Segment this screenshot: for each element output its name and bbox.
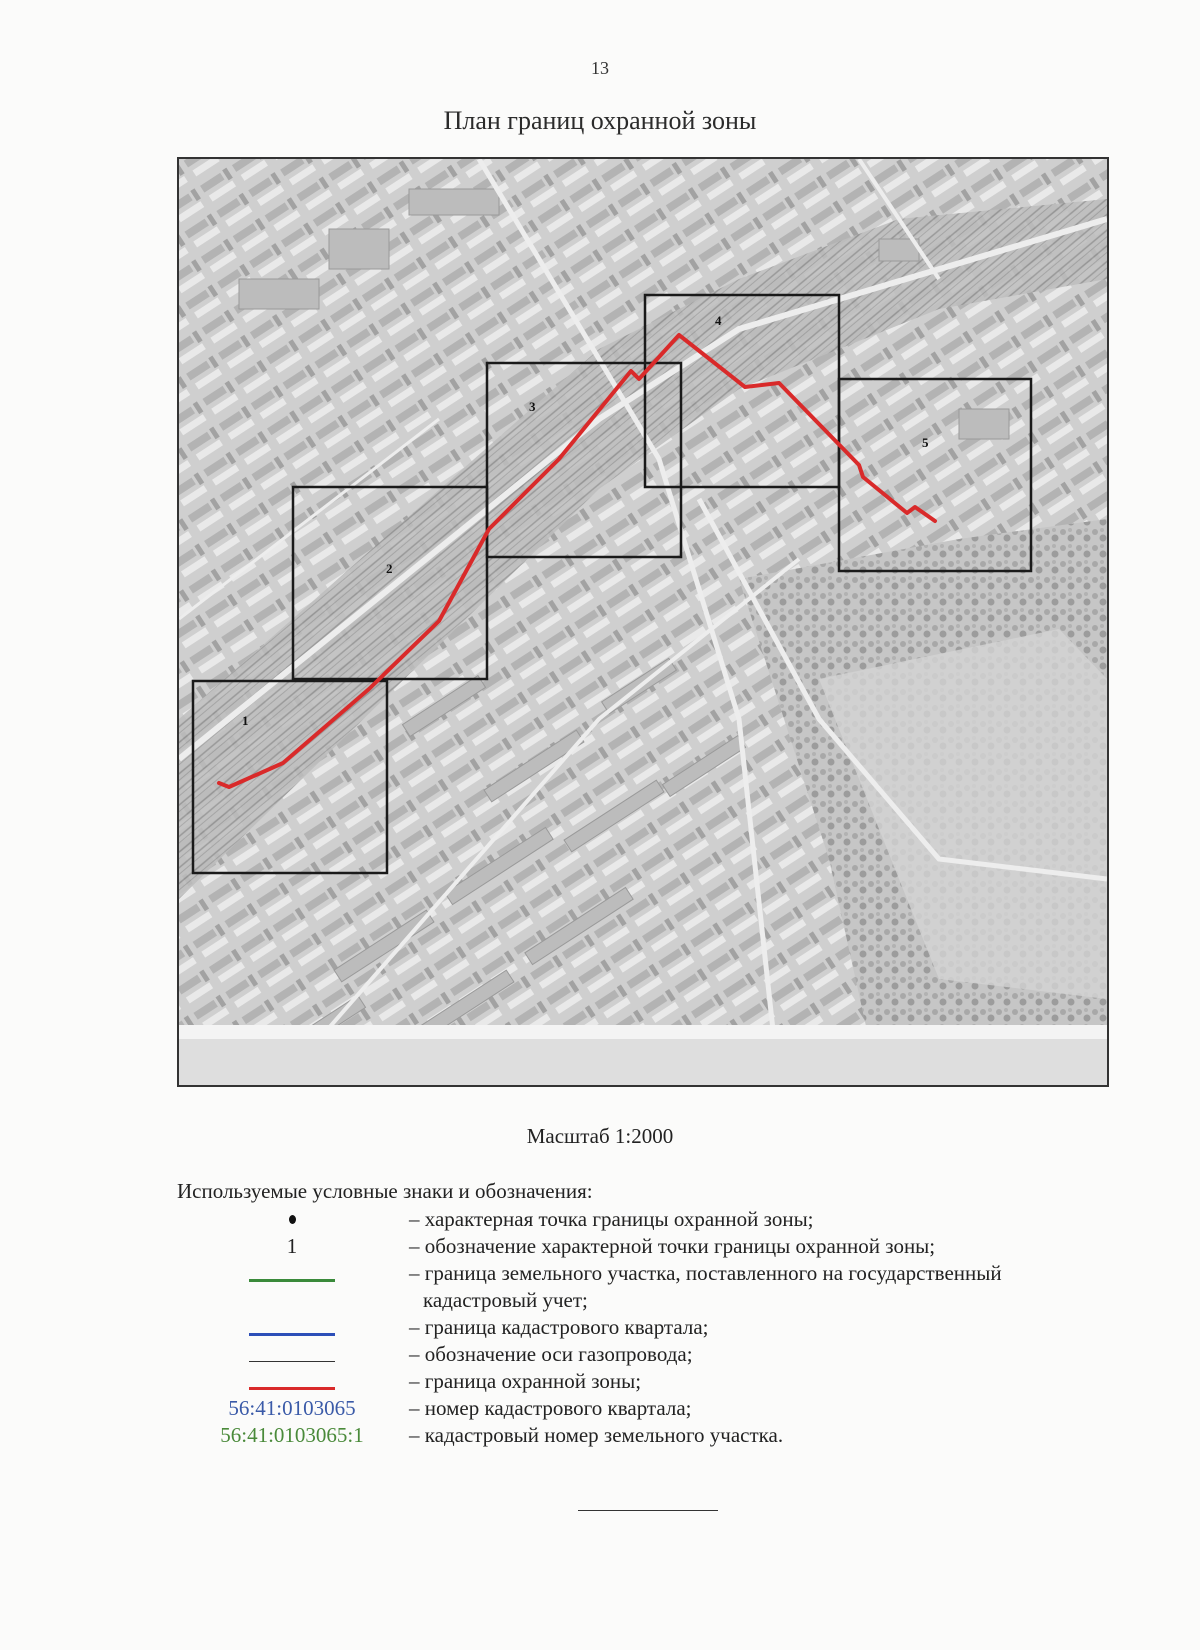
legend-description <box>407 1260 1127 1314</box>
aerial-map[interactable] <box>179 159 1107 1085</box>
zone-label-1: 1 <box>242 713 249 728</box>
legend-row <box>177 1314 1127 1341</box>
map-bottom-fill <box>179 1039 1107 1085</box>
page-title: План границ охранной зоны <box>443 106 757 135</box>
legend <box>177 1178 1127 1449</box>
scale-label: Масштаб 1:2000 <box>526 1124 674 1148</box>
legend-description: – кадастровый номер земельного участка. <box>409 1423 784 1447</box>
black-line-icon <box>249 1361 335 1362</box>
point-dot-icon <box>289 1215 296 1224</box>
legend-row <box>177 1206 1127 1233</box>
legend-description: – граница кадастрового квартала; <box>409 1315 709 1339</box>
legend-row <box>177 1341 1127 1368</box>
legend-row <box>177 1260 1127 1314</box>
legend-description-line2: кадастровый учет; <box>423 1288 588 1312</box>
legend-description: – обозначение оси газопровода; <box>409 1342 693 1366</box>
legend-symbol <box>177 1260 407 1287</box>
zone-label-2: 2 <box>386 561 393 576</box>
legend-description-line1: – граница земельного участка, поставленного на государственный <box>409 1261 1002 1285</box>
page-number: 13 <box>591 58 609 78</box>
legend-row <box>177 1368 1127 1395</box>
green-line-icon <box>249 1279 335 1282</box>
legend-symbol: 1 <box>286 1234 298 1258</box>
map-bottom-strip <box>179 1025 1107 1039</box>
legend-description: – характерная точка границы охранной зоны; <box>409 1207 814 1231</box>
legend-symbol <box>177 1341 407 1368</box>
legend-symbol <box>177 1206 407 1233</box>
map-frame <box>177 157 1109 1087</box>
cadastral-parcel-code: 56:41:0103065:1 <box>220 1423 364 1447</box>
legend-row <box>177 1395 1127 1422</box>
legend-row <box>177 1422 1127 1449</box>
cadastral-quarter-code: 56:41:0103065 <box>228 1396 356 1420</box>
red-line-icon <box>249 1387 335 1390</box>
legend-symbol <box>177 1314 407 1341</box>
blue-line-icon <box>249 1333 335 1336</box>
legend-row <box>177 1233 1127 1260</box>
zone-label-5: 5 <box>922 435 929 450</box>
legend-symbol <box>177 1368 407 1395</box>
legend-description: – номер кадастрового квартала; <box>409 1396 692 1420</box>
zone-label-3: 3 <box>529 399 536 414</box>
legend-description: – граница охранной зоны; <box>409 1369 642 1393</box>
legend-description: – обозначение характерной точки границы охранной зоны; <box>409 1234 936 1258</box>
legend-heading: Используемые условные знаки и обозначения: <box>177 1179 593 1203</box>
footer-divider <box>578 1510 718 1511</box>
zone-label-4: 4 <box>715 313 722 328</box>
